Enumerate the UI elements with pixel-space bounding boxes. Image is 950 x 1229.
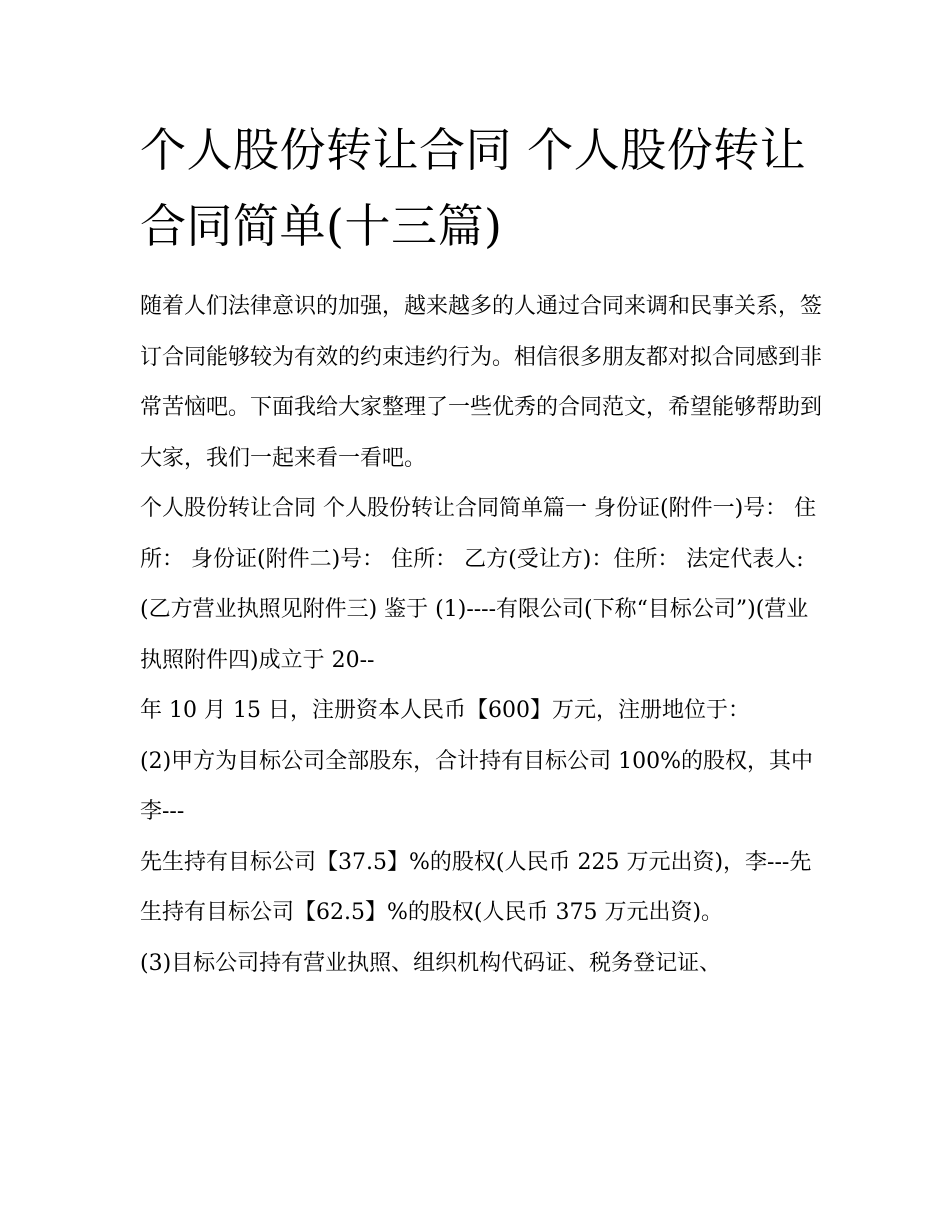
paragraph-whereas-1: (乙方营业执照见附件三) 鉴于 (1)----有限公司(下称“目标公司”)(营业执照附件四)成立于 20-- [140, 597, 809, 673]
paragraph-intro: 随着人们法律意识的加强，越来越多的人通过合同来调和民事关系，签订合同能够较为有效的约束违约行为。相信很多朋友都对拟合同感到非常苦恼吧。下面我给大家整理了一些优秀的合同范文，希望能够帮助到大家，我们一起来看一看吧。 [140, 294, 823, 471]
document-title: 个人股份转让合同 个人股份转让合同简单(十三篇) [140, 123, 807, 253]
paragraph-shareholding: 先生持有目标公司【37.5】%的股权(人民币 225 万元出资)，李---先生持有目标公司【62.5】%的股权(人民币 375 万元出资)。 [140, 849, 812, 925]
document-body [140, 282, 830, 989]
paragraph-whereas-2: (2)甲方为目标公司全部股东，合计持有目标公司 100%的股权，其中李--- [140, 748, 814, 824]
paragraph-whereas-3: (3)目标公司持有营业执照、组织机构代码证、税务登记证、 [140, 950, 722, 976]
paragraph-parties: 个人股份转让合同 个人股份转让合同简单篇一 身份证(附件一)号： 住所： 身份证(附件二)号： 住所： 乙方(受让方)：住所： 法定代表人: [140, 496, 817, 572]
paragraph-registration: 年 10 月 15 日，注册资本人民币【600】万元，注册地位于： [140, 698, 750, 723]
